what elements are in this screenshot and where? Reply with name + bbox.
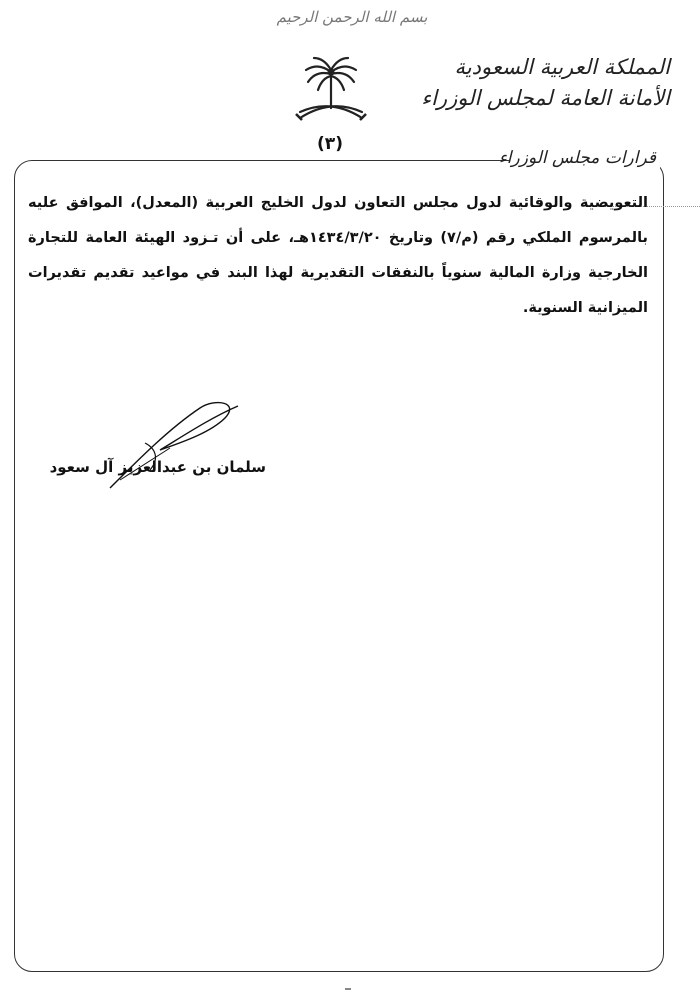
resolution-paragraph: التعويضية والوقائية لدول مجلس التعاون لدول الخليج العربية (المعدل)، الموافق عليه بالمرسوم الملكي رقم (م/٧) وتاريخ ١٤٣٤/٣/٢٠هـ، على أن تـزود الهيئة العامة للتجارة الخارجية وزارة المالية سنوياً بالنفقات التقديرية لهذا البند في مواعيد تقديم تقديرات الميزانية السنوية. — [28, 195, 648, 316]
scan-artifact — [345, 988, 351, 990]
secretariat-name: الأمانة العامة لمجلس الوزراء — [421, 86, 670, 110]
kingdom-name: المملكة العربية السعودية — [454, 55, 670, 79]
page-number: (٣) — [317, 134, 343, 154]
letterhead — [421, 52, 670, 114]
resolution-body — [28, 186, 648, 326]
signature-icon — [100, 388, 250, 498]
basmala: بسم الله الرحمن الرحيم — [276, 8, 428, 26]
palm-swords-emblem-icon — [288, 52, 374, 136]
signatory-name: سلمان بن عبدالعزيز آل سعود — [49, 458, 266, 476]
council-resolutions-label: قرارات مجلس الوزراء — [510, 148, 660, 170]
